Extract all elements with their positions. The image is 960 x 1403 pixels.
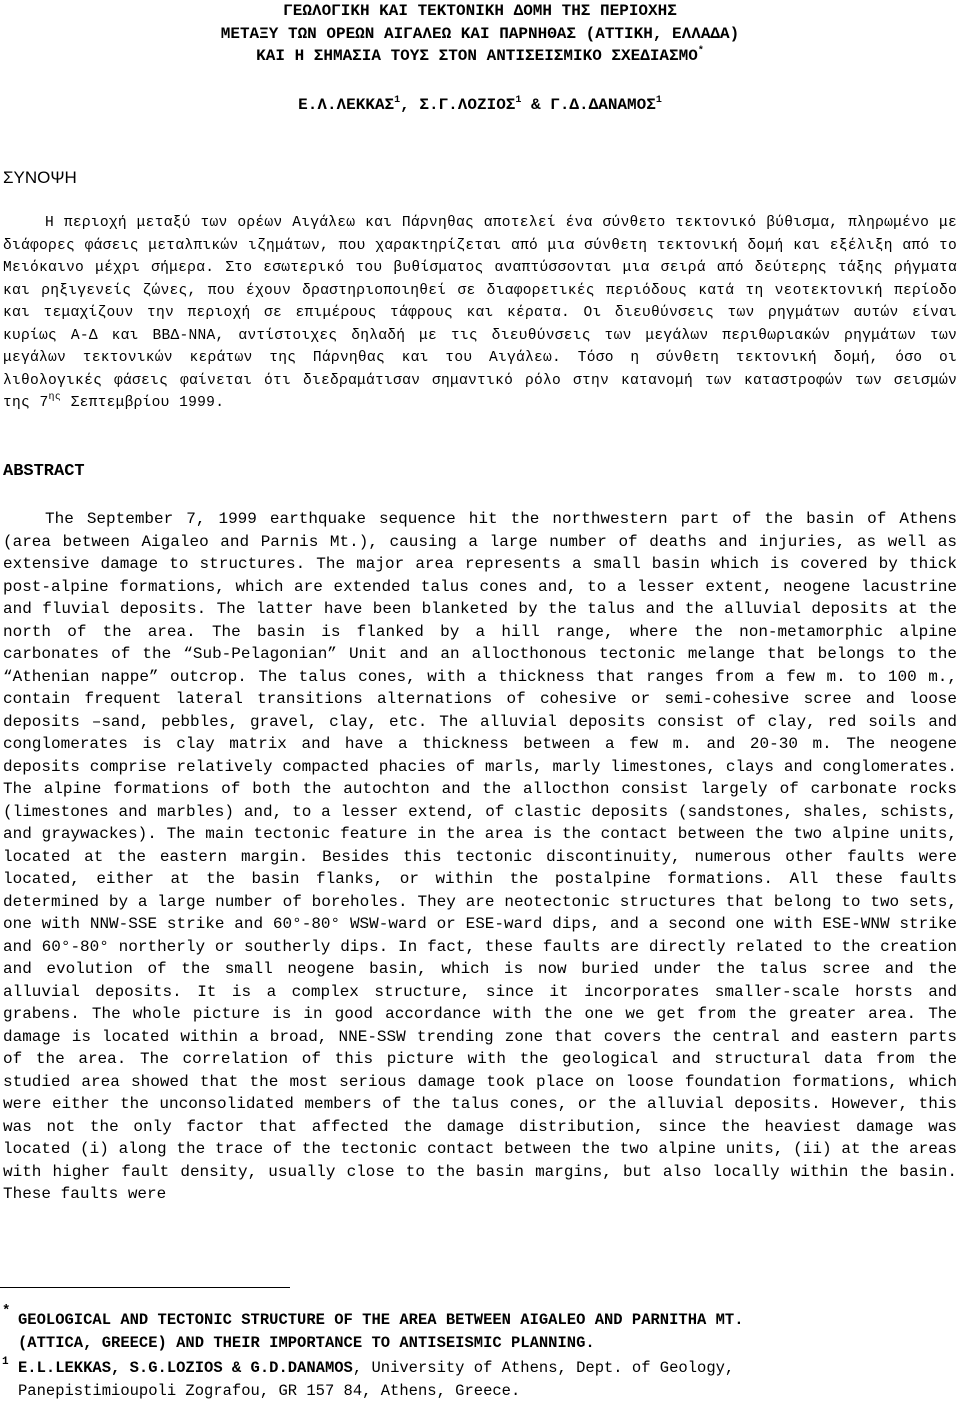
title-line-1: ΓΕΩΛΟΓΙΚΗ ΚΑΙ ΤΕΚΤΟΝΙΚΗ ΔΟΜΗ ΤΗΣ ΠΕΡΙΟΧΗΣ (283, 2, 677, 20)
author-2: Σ.Γ.ΛΟΖΙΟΣ (419, 96, 516, 114)
synopsis-text: Η περιοχή μεταξύ των ορέων Αιγάλεω και Πάρνηθας αποτελεί ένα σύνθετο τεκτονικό βύθισμα, πληρωμένο με διάφορες φάσεις μεταλπικών ιζημάτων, που χαρακτηρίζεται από μια σύνθετη τεκτονική δομή και εξέλιξη από το Μειόκαινο μέχρι σήμερα. Στο εσωτερικό του βυθίσματος αναπτύσσονται μια σειρά από δεύτερης τάξης ρήγματα και ρηξιγενείς ζώνες, που έχουν δραστηριοποιηθεί σε διαφορετικές περιόδους κατά τη νεοτεκτονική περίοδο και τεμαχίζουν την περιοχή σε επιμέρους τάφρους και κέρατα. Οι διευθύνσεις των ρηγμάτων αυτών είναι κυρίως Α-Δ και ΒΒΔ-ΝΝΑ, αντίστοιχες δηλαδή με τις διευθύνσεις των μεγάλων περιθωριακών ρηγμάτων των μεγάλων τεκτονικών κεράτων της Πάρνηθας και του Αιγάλεω. Τόσο η σύνθετη τεκτονική δομή, όσο οι λιθολογικές φάσεις φαίνεται ότι διεδραμάτισαν σημαντικό ρόλο στην κατανομή των καταστροφών των σεισμών της 7 (3, 215, 957, 411)
footnote-title-mark: * (2, 1303, 11, 1319)
abstract-paragraph: The September 7, 1999 earthquake sequence hit the northwestern part of the basin of Athens (area between Aigaleo and Parnis Mt.), causing a large number of deaths and injuries, as well as extensive damage to structures. The major area represents a small basin which is covered by thick post-alpine formations, which are extended talus cones and, to a lesser extent, neogene lacustrine and fluvial deposits. The latter have been blanketed by the talus and the alluvial deposits at the north of the area. The basin is flanked by a hill range, where the non-metamorphic alpine carbonates of the “Sub-Pelagonian” Unit and an allocthonous tectonic melange that belongs to the “Athenian nappe” outcrop. The talus cones, with a thickness that ranges from a few m. to 100 m., contain frequent lateral transitions alternations of cohesive or semi-cohesive scree and loose deposits –sand, pebbles, gravel, clay, etc. The alluvial deposits consist of clay, red soils and conglomerates is clay matrix and have a thickness between a few m. and 20-30 m. The neogene deposits comprise relatively compacted phacies of marls, marly limestones, clays and conglomerates. The alpine formations of both the autochton and the allocthon consist largely of carbonate rocks (limestones and marbles) and, to a lesser extend, of clastic deposits (sandstones, shales, schists, and graywackes). The main tectonic feature in the area is the contact between the two alpine units, located at the eastern margin. Besides this tectonic discontinuity, numerous other faults were located, either at the basin flanks, or within the postalpine formations. All these faults determined by a large number of boreholes. They are neotectonic structures that belong to two sets, one with NNW-SSE strike and 60°-80° WSW-ward or ESE-ward dips, and a second one with ESE-WNW strike and 60°-80° northerly or southerly dips. In fact, these faults are directly related to the creation and evolution of the small neogene basin, which is now buried under the talus scree and the alluvial deposits. It is a complex structure, since it incorporates smaller-scale horsts and grabens. The whole picture is in good accordance with the one we get from the greater area. The damage is located within a broad, NNE-SSW trending zone that covers the central and eastern parts of the area. The correlation of this picture with the geological and structural data from the studied area showed that the most serious damage took place on loose foundation formations, which were either the unconsolidated members of the talus cones, or the alluvial deposits. However, this was not the only factor that affected the damage distribution, since the heaviest damage was located (i) along the trace of the tectonic contact between the two alpine units, (ii) at the areas with higher fault density, usually close to the basin margins, but also locally within the basin. These faults were (3, 510, 957, 1203)
author-1: Ε.Λ.ΛΕΚΚΑΣ (298, 96, 395, 114)
author-2-affiliation: 1 (515, 95, 522, 106)
author-separator-2: & (521, 96, 551, 114)
footnote-affiliation-line-2: Panepistimioupoli Zografou, GR 157 84, Athens, Greece. (18, 1382, 521, 1400)
author-1-affiliation: 1 (394, 95, 401, 106)
title-footnote-mark: * (697, 46, 704, 57)
synopsis-paragraph (3, 212, 957, 415)
title-line-2: ΜΕΤΑΞΥ ΤΩΝ ΟΡΕΩΝ ΑΙΓΑΛΕΩ ΚΑΙ ΠΑΡΝΗΘΑΣ (ΑΤΤΙΚΗ, ΕΛΛΑΔΑ) (220, 24, 740, 43)
footnote-author-names: E.L.LEKKAS, S.G.LOZIOS & G.D.DANAMOS (18, 1359, 353, 1377)
author-line (0, 94, 960, 116)
author-3-affiliation: 1 (655, 95, 662, 106)
footnote-affiliation-mark: 1 (2, 1356, 9, 1368)
title-line-3-text: ΚΑΙ Η ΣΗΜΑΣΙΑ ΤΟΥΣ ΣΤΟΝ ΑΝΤΙΣΕΙΣΜΙΚΟ ΣΧΕΔΙΑΣΜΟ (256, 47, 698, 65)
author-separator-1: , (400, 96, 420, 114)
paper-title (0, 0, 960, 68)
abstract-heading: ABSTRACT (3, 462, 85, 481)
author-3: Γ.Δ.ΔΑΝΑΜΟΣ (550, 96, 656, 114)
footnote-title-line-1: GEOLOGICAL AND TECTONIC STRUCTURE OF THE AREA BETWEEN AIGALEO AND PARNITHA MT. (18, 1311, 744, 1329)
footnote-divider (0, 1287, 290, 1288)
footnote-affiliation-line-1 (18, 1357, 734, 1380)
title-line-3 (0, 45, 960, 68)
footnote-institution: , University of Athens, Dept. of Geology, (352, 1359, 735, 1377)
synopsis-ordinal-suffix: ης (48, 392, 62, 403)
synopsis-text-end: Σεπτεμβρίου 1999. (61, 395, 225, 411)
synopsis-heading: ΣΥΝΟΨΗ (3, 168, 77, 187)
footnote-title-line-2: (ATTICA, GREECE) AND THEIR IMPORTANCE TO ANTISEISMIC PLANNING. (18, 1334, 595, 1352)
